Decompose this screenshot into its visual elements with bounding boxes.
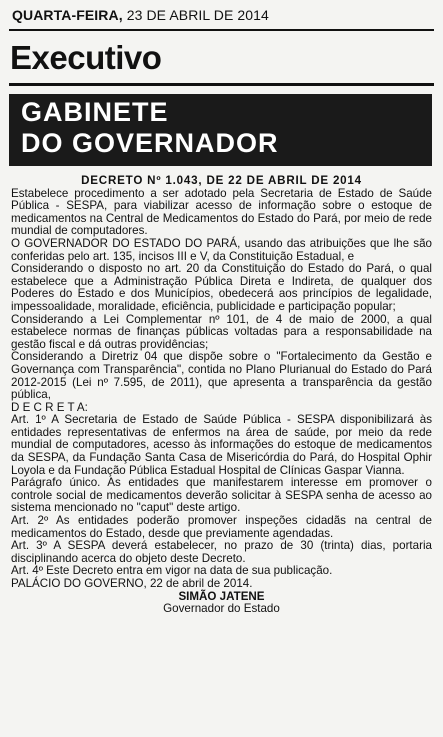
decree-considerando-2: Considerando a Lei Complementar nº 101, de 4 de maio de 2000, a qual estabelece normas de finanças públicas voltadas para a responsabilidade na gestão fiscal e dá outras providências; (11, 312, 432, 351)
decree-preamble: O GOVERNADOR DO ESTADO DO PARÁ, usando das atribuições que lhe são conferidas pelo art. 135, incisos III e V, da Constituição Estadual, e (11, 236, 432, 263)
decree-art-4: Art. 4º Este Decreto entra em vigor na data de sua publicação. (11, 564, 333, 578)
decree-decreta: D E C R E T A: (11, 400, 88, 414)
department-banner (9, 94, 432, 166)
signature-role: Governador do Estado (163, 602, 280, 616)
decree-art-2: Art. 2º As entidades poderão promover inspeções cidadãs na central de medicamentos do Estado, desde que previamente agendadas. (11, 514, 432, 540)
banner-line-2: DO GOVERNADOR (21, 128, 279, 158)
decree-body (11, 175, 432, 616)
decree-art-1: Art. 1º A Secretaria de Estado de Saúde Pública - SESPA disponibilizará às entidades representativas de enfermos na área de saúde, por meio da rede mundial de computadores, acesso às informações do estoque de medicamentos da SESPA, da Fundação Santa Casa de Misericórdia do Pará, do Hospital Ophir Loyola e da Fundação Pública Estadual Hospital de Clínicas Gaspar Vianna. (11, 413, 432, 477)
decree-considerando-1: Considerando o disposto no art. 20 da Constituição do Estado do Pará, o qual estabelece que a Administração Pública Direta e Indireta, de qualquer dos Poderes do Estado e dos Municípios, obedecerá aos princípios de legalidade, impessoalidade, moralidade, eficiência, publicidade e participação popular; (11, 262, 432, 313)
dateline (12, 7, 269, 23)
signature-name: SIMÃO JATENE (178, 589, 265, 603)
decree-place-date: PALÁCIO DO GOVERNO, 22 de abril de 2014. (11, 577, 253, 590)
banner-line-1: GABINETE (21, 97, 169, 127)
decree-art-3: Art. 3º A SESPA deverá estabelecer, no prazo de 30 (trinta) dias, portaria disciplinando acerca do objeto deste Decreto. (11, 539, 432, 565)
decree-paragrafo-unico: Parágrafo único. As entidades que manifestarem interesse em promover o controle social de medicamentos deverão solicitar à SESPA senha de acesso ao sistema mencionado no "caput" deste artigo. (11, 476, 432, 515)
weekday: QUARTA-FEIRA, (12, 7, 123, 23)
date: 23 DE ABRIL DE 2014 (126, 7, 269, 23)
decree-ementa: Estabelece procedimento a ser adotado pela Secretaria de Estado de Saúde Pública - SESPA, para viabilizar acesso de informação sobre o estoque de medicamentos na Central de Medicamentos do Estado do Pará, por meio de rede mundial de computadores. (11, 186, 432, 238)
section-title: Executivo (10, 39, 162, 76)
section-rule (9, 83, 434, 86)
decree-considerando-3: Considerando a Diretriz 04 que dispõe sobre o "Fortalecimento da Gestão e Governança com Transparência", contida no Plano Plurianual do Estado do Pará 2012-2015 (Lei nº 7.595, de 2011), que apresenta a transparência da gestão pública, (11, 350, 432, 402)
decree-title: DECRETO Nº 1.043, DE 22 DE ABRIL DE 2014 (81, 174, 362, 187)
top-rule (9, 29, 434, 31)
